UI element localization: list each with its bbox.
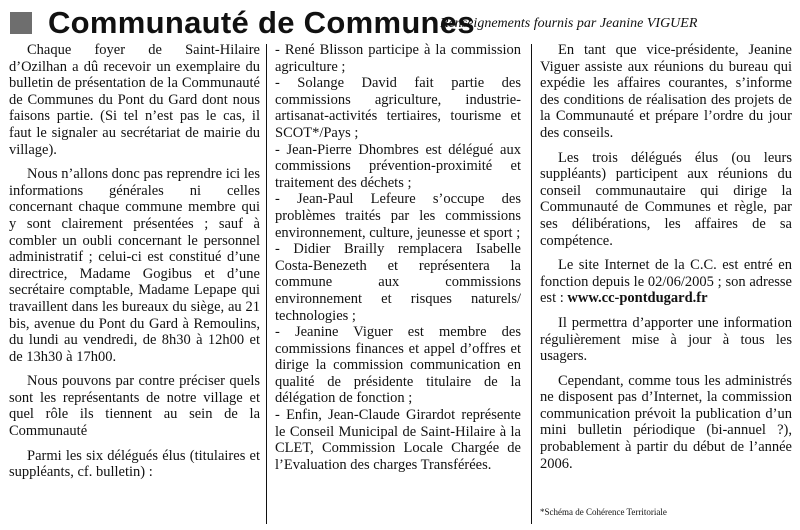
website-text: Le site Internet de la C.C. est entré en fonction depuis le 02/06/2005 ; son adresse est : xyxy=(540,257,792,307)
list-item: - Enfin, Jean-Claude Girardot représente le Conseil Municipal de Saint-Hilaire à la CLET, Commission Locale Chargée de l’Evaluation des charges Transférées. xyxy=(275,407,521,473)
article-header xyxy=(8,4,792,42)
paragraph: Chaque foyer de Saint-Hilaire d’Ozilhan a dû recevoir un exemplaire du bulletin de présentation de la Communauté de Communes du Pont du Gard dont nous faisons partie. (Si tel n’est pas le cas, il faut le signaler au secrétariat de mairie du village). xyxy=(9,42,260,158)
footnote: *Schéma de Cohérence Territoriale xyxy=(540,507,667,517)
paragraph: Nous n’allons donc pas reprendre ici les informations générales ni celles concernant chaque commune membre qui y sont clairement présentées ; sauf à combler un oubli concernant le personnel administratif ; celui-ci est constitué d’une directrice, Madame Gogibus et d’une secrétaire comptable, Madame Lepape qui travaillent dans les bureaux du siège, au 21 bis, avenue du Pont du Gard à Remoulins, du lundi au vendredi, de 8h30 à 12h00 et de 13h30 à 17h00. xyxy=(9,166,260,365)
paragraph: Nous pouvons par contre préciser quels sont les représentants de notre village et quel rôle ils tiennent au sein de la Communauté xyxy=(9,373,260,440)
paragraph: Parmi les six délégués élus (titulaires et suppléants, cf. bulletin) : xyxy=(9,447,260,481)
column-3 xyxy=(540,42,792,528)
paragraph xyxy=(540,257,792,307)
list-item: - Didier Brailly remplacera Isabelle Costa-Benezeth et représentera la commune aux commissions environnement et risques naturels/ technologies ; xyxy=(275,241,521,324)
list-item: - Jeanine Viguer est membre des commissions finances et appel d’offres et dirige la commission communication en qualité de présidente titulaire de la délégation de fonction ; xyxy=(275,324,521,407)
column-1 xyxy=(9,42,260,528)
list-item: - Jean-Paul Lefeure s’occupe des problèmes traités par les commissions environnement, culture, jeunesse et sport ; xyxy=(275,191,521,241)
paragraph: Les trois délégués élus (ou leurs suppléants) participent aux réunions du conseil communautaire qui dirige la Communauté de Communes et règle, par ses délibérations, les affaires de sa compétence. xyxy=(540,149,792,249)
paragraph: Il permettra d’apporter une information régulièrement mise à jour à tous les usagers. xyxy=(540,314,792,365)
column-2 xyxy=(275,42,521,528)
column-divider xyxy=(266,44,267,524)
article-title: Communauté de Communes xyxy=(48,5,475,40)
paragraph: Cependant, comme tous les administrés ne disposent pas d’Internet, la commission communication prévoit la publication d’un mini bulletin périodique (bi-annuel ?), probablement à partir du début de l’année 2006. xyxy=(540,372,792,472)
paragraph: En tant que vice-présidente, Jeanine Viguer assiste aux réunions du bureau qui expédie les affaires courantes, s’informe des conditions de réalisation des projets de la Communauté et prépare l’ordre du jour des conseils. xyxy=(540,42,792,141)
column-divider xyxy=(531,44,532,524)
grey-square-icon xyxy=(10,12,32,34)
list-item: - Solange David fait partie des commissions agriculture, industrie-artisanat-activités tertiaires, tourisme et SCOT*/Pays ; xyxy=(275,75,521,141)
list-item: - Jean-Pierre Dhombres est délégué aux commissions prévention-proximité et traitement des déchets ; xyxy=(275,141,521,191)
website-link[interactable]: www.cc-pontdugard.fr xyxy=(567,290,708,307)
list-item: - René Blisson participe à la commission agriculture ; xyxy=(275,42,521,75)
article-byline: Renseignements fournis par Jeanine VIGUER xyxy=(440,16,698,31)
